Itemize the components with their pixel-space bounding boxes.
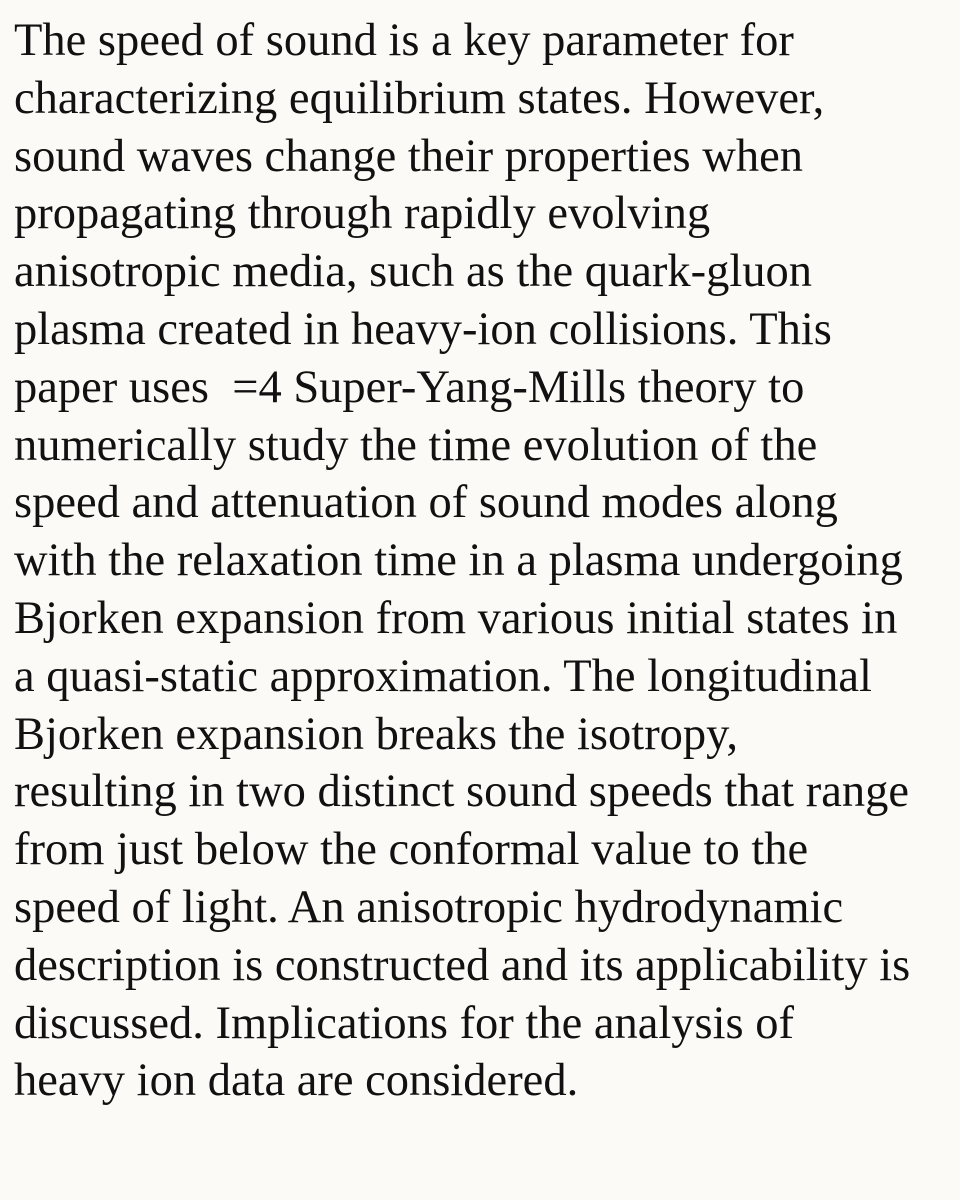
abstract-line: characterizing equilibrium states. However, bbox=[14, 72, 825, 124]
abstract-line: heavy ion data are considered. bbox=[14, 1055, 579, 1107]
abstract-line: numerically study the time evolution of the bbox=[14, 419, 818, 471]
abstract-line: discussed. Implications for the analysis of bbox=[14, 997, 795, 1049]
abstract-line: Bjorken expansion breaks the isotropy, bbox=[14, 708, 739, 760]
abstract-line: description is constructed and its applicability is bbox=[14, 939, 911, 991]
abstract-line: a quasi-static approximation. The longitudinal bbox=[14, 650, 872, 702]
abstract-line: speed and attenuation of sound modes along bbox=[14, 477, 838, 529]
abstract-line: sound waves change their properties when bbox=[14, 130, 803, 182]
abstract-line: with the relaxation time in a plasma undergoing bbox=[14, 535, 903, 587]
abstract-line: resulting in two distinct sound speeds that range bbox=[14, 766, 909, 818]
abstract-line: anisotropic media, such as the quark-gluon bbox=[14, 246, 813, 298]
abstract-line: from just below the conformal value to the bbox=[14, 824, 809, 876]
abstract-line: Bjorken expansion from various initial states in bbox=[14, 592, 898, 644]
abstract-line: paper uses =4 Super-Yang-Mills theory to bbox=[14, 361, 805, 413]
abstract-line: plasma created in heavy-ion collisions. This bbox=[14, 303, 832, 355]
abstract-text bbox=[14, 12, 954, 1110]
abstract-line: propagating through rapidly evolving bbox=[14, 188, 711, 240]
abstract-line: The speed of sound is a key parameter for bbox=[14, 15, 794, 66]
abstract-line: speed of light. An anisotropic hydrodynamic bbox=[14, 881, 844, 933]
